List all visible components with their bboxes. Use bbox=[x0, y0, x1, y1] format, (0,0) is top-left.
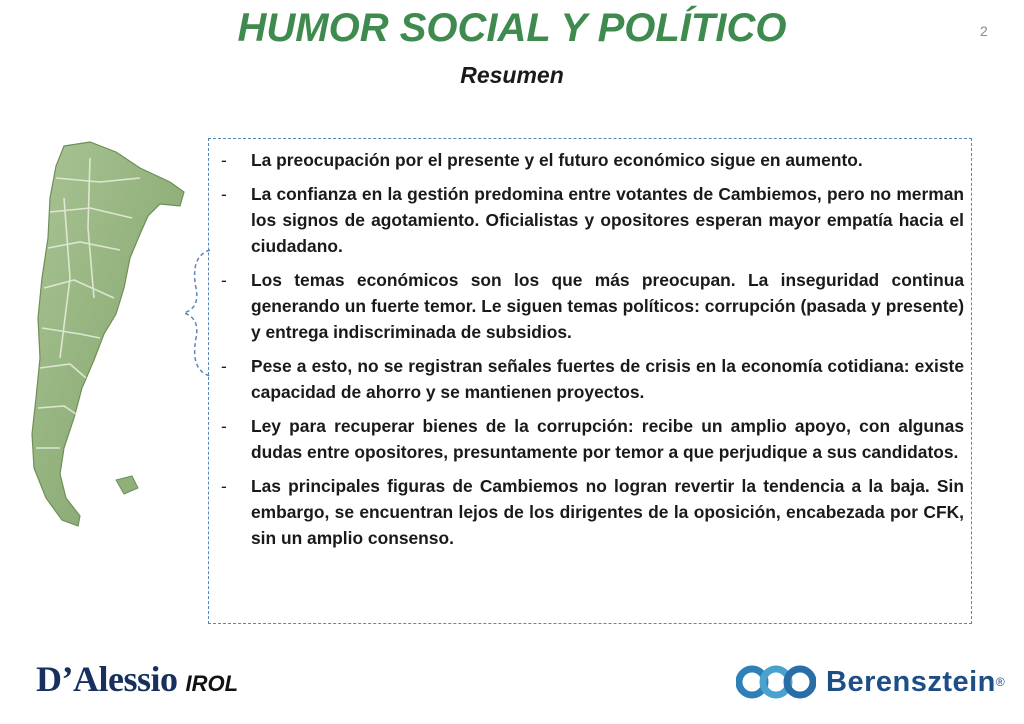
list-item bbox=[221, 473, 964, 551]
argentina-map-icon bbox=[20, 138, 190, 530]
list-item bbox=[221, 147, 964, 173]
bullet-text: Las principales figuras de Cambiemos no logran revertir la tendencia a la baja. Sin embargo, se encuentran lejos de los dirigentes de la oposición, encabezada por CFK, sin un amplio consenso. bbox=[251, 476, 964, 548]
berensztein-logo-text: Berensztein bbox=[826, 665, 996, 698]
dalessio-logo-text: D’Alessio bbox=[36, 659, 178, 699]
list-item bbox=[221, 181, 964, 259]
bullet-text: Pese a esto, no se registran señales fuertes de crisis en la economía cotidiana: existe capacidad de ahorro y se mantienen proyectos. bbox=[251, 356, 964, 402]
berensztein-logo bbox=[736, 660, 1005, 704]
dalessio-irol-logo bbox=[36, 658, 238, 708]
registered-mark: ® bbox=[995, 675, 1005, 689]
bullet-marker: - bbox=[221, 150, 227, 170]
list-item bbox=[221, 413, 964, 465]
linked-rings-logo-icon bbox=[736, 662, 816, 702]
irol-logo-text: IROL bbox=[185, 671, 239, 696]
list-item bbox=[221, 353, 964, 405]
bullet-text: La confianza en la gestión predomina entre votantes de Cambiemos, pero no merman los signos de agotamiento. Oficialistas y opositores esperan mayor empatía hacia el ciudadano. bbox=[251, 184, 964, 256]
summary-list bbox=[221, 147, 964, 559]
bullet-text: La preocupación por el presente y el futuro económico sigue en aumento. bbox=[251, 150, 863, 170]
page-title: HUMOR SOCIAL Y POLÍTICO bbox=[237, 6, 787, 50]
bullet-marker: - bbox=[221, 270, 227, 290]
bullet-text: Ley para recuperar bienes de la corrupción: recibe un amplio apoyo, con algunas dudas entre opositores, presuntamente por temor a que perjudique a sus candidatos. bbox=[251, 416, 964, 462]
list-item bbox=[221, 267, 964, 345]
page-subtitle: Resumen bbox=[460, 62, 564, 88]
summary-box bbox=[208, 138, 972, 624]
bullet-marker: - bbox=[221, 356, 227, 376]
bullet-marker: - bbox=[221, 416, 227, 436]
bullet-marker: - bbox=[221, 476, 227, 496]
page-number: 2 bbox=[980, 23, 988, 39]
bullet-text: Los temas económicos son los que más preocupan. La inseguridad continua generando un fuerte temor. Le siguen temas políticos: corrupción (pasada y presente) y entrega indiscriminada de subsidios. bbox=[251, 270, 964, 342]
bullet-marker: - bbox=[221, 184, 227, 204]
